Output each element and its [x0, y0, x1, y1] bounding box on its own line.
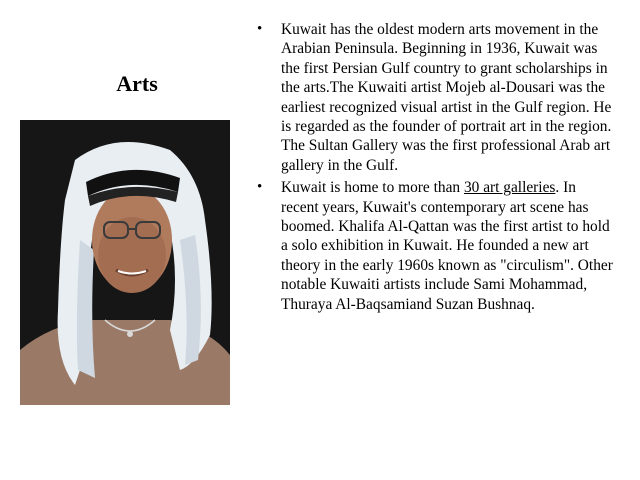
portrait-illustration — [20, 120, 230, 405]
bullet-marker: • — [257, 179, 263, 196]
bullet-list — [256, 20, 616, 317]
bullet-item — [256, 20, 616, 175]
portrait-photo — [20, 120, 230, 405]
bullet-text-before-link: Kuwait is home to more than — [281, 179, 464, 197]
bullet-item — [256, 178, 616, 314]
art-galleries-link[interactable]: 30 art galleries — [463, 179, 556, 197]
slide-title: Arts — [116, 71, 158, 96]
bullet-text: Kuwait has the oldest modern arts movement in the Arabian Peninsula. Beginning in 1936, Kuwait was the first Persian Gulf country to grant scholarships in the arts.The Kuwaiti artist Mojeb al-Dousari was the earliest recognized visual artist in the Gulf region. He is regarded as the founder of portrait art in the region. The Sultan Gallery was the first professional Arab art gallery in the Gulf. — [281, 21, 612, 174]
bullet-text-after-link: . In recent years, Kuwait's contemporary art scene has boomed. Khalifa Al-Qattan was the first artist to hold a solo exhibition in Kuwait. He founded a new art theory in the early 1960s known as "circulism". Other notable Kuwaiti artists include Sami Mohammad, Thuraya Al-Baqsamiand Suzan Bushnaq. — [281, 179, 613, 313]
bullet-marker: • — [257, 21, 263, 37]
